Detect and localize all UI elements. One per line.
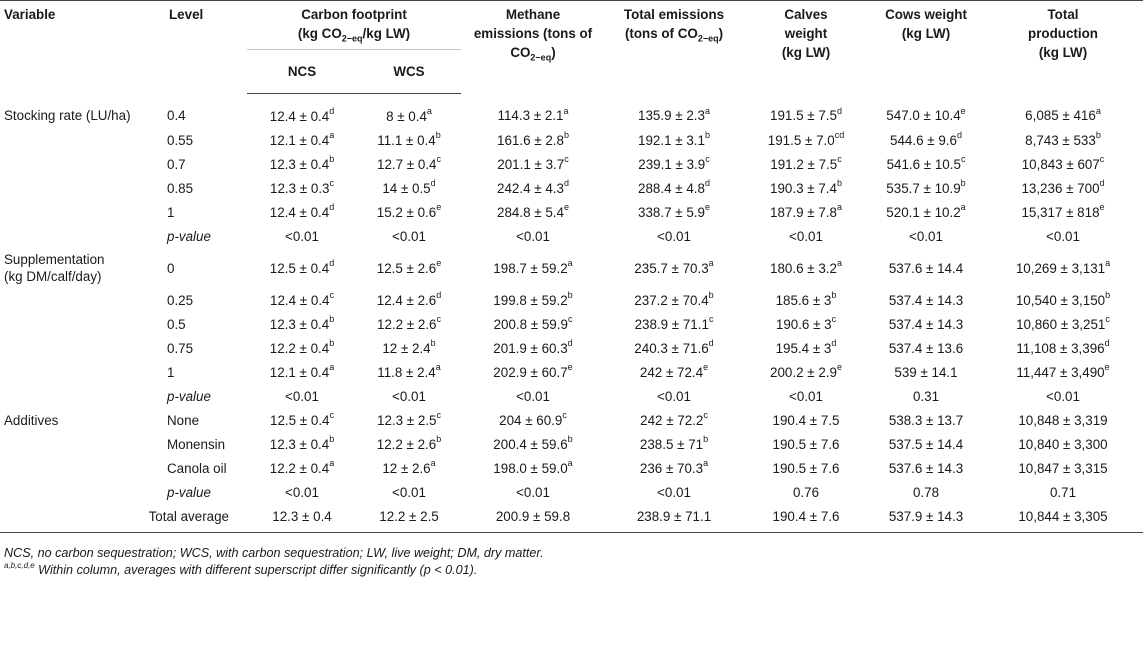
header-carbon-footprint: Carbon footprint (kg $CO_{2-eq}/kg$ LW) xyxy=(247,1,461,50)
table-notes xyxy=(0,533,1143,579)
cell-variable xyxy=(0,312,165,336)
cell-cows: 544.6 ± 9.6$^d$ xyxy=(890,130,962,148)
cell-prod: 10,269 ± 3,131$^a$ xyxy=(1015,258,1111,276)
cell-cows: 541.6 ± 10.5$^c$ xyxy=(886,154,966,172)
cell-average-cows: 537.9 ± 14.3 xyxy=(869,504,983,533)
cell-total: 242 ± 72.2$^c$ xyxy=(640,410,708,428)
cell-prod: $13,236 \pm 700^d$ xyxy=(1021,178,1105,196)
cell-calves: <0.01 xyxy=(789,388,823,404)
header-cows-weight: Cows weight (kg LW) xyxy=(869,1,983,94)
cell-average-methane: 200.9 ± 59.8 xyxy=(461,504,605,533)
cell-total: 192.1 ± 3.1$^b$ xyxy=(638,130,710,148)
cell-total: <0.01 xyxy=(657,388,691,404)
cell-cows: 0.31 xyxy=(912,388,940,404)
cell-calves: 190.5 ± 7.6 xyxy=(772,436,840,452)
cell-wcs: 12.7 ± 0.4$^c$ xyxy=(377,154,441,172)
cell-cows: 535.7 ± 10.9$^b$ xyxy=(886,178,966,196)
cell-calves: 0.76 xyxy=(792,484,820,500)
cell-cows: <0.01 xyxy=(909,228,943,244)
cell-cows: 0.78 xyxy=(912,484,940,500)
cell-total: 135.9 ± 2.3$^a$ xyxy=(638,105,710,124)
cell-level: None xyxy=(167,412,200,428)
cell-prod: $15,317 \pm 818^e$ xyxy=(1021,202,1105,220)
cell-ncs: 12.4 ± 0.4$^d$ xyxy=(269,106,335,124)
cell-calves: 191.2 ± 7.5$^c$ xyxy=(770,154,842,172)
cell-level: 0.75 xyxy=(167,340,194,356)
cell-average-label: Total average xyxy=(0,504,247,533)
cell-calves: 191.5 ± 7.5$^d$ xyxy=(770,105,842,124)
cell-ncs: <0.01 xyxy=(285,228,319,244)
cell-prod: 10,840 ± 3,300 xyxy=(1018,436,1108,452)
cell-variable xyxy=(0,224,165,248)
cell-variable xyxy=(0,152,165,176)
cell-wcs: 12 ± 2.4$^b$ xyxy=(382,338,436,356)
cell-variable: Stocking rate (LU/ha) xyxy=(4,108,131,124)
cell-ncs: 12.5 ± 0.4$^d$ xyxy=(269,258,335,276)
cell-cows: 520.1 ± 10.2$^a$ xyxy=(886,202,966,220)
cell-methane: 200.8 ± 59.9$^c$ xyxy=(493,314,573,332)
table-row xyxy=(0,408,1143,432)
cell-total: 338.7 ± 5.9$^e$ xyxy=(638,202,710,220)
cell-calves: 180.6 ± 3.2$^a$ xyxy=(770,258,842,276)
cell-ncs: 12.5 ± 0.4$^c$ xyxy=(270,410,334,428)
cell-total: 240.3 ± 71.6$^d$ xyxy=(634,338,714,356)
table-row xyxy=(0,128,1143,152)
header-total-production: Total production (kg LW) xyxy=(983,1,1143,94)
cell-total: <0.01 xyxy=(657,228,691,244)
cell-variable xyxy=(0,360,165,384)
table-row xyxy=(0,224,1143,248)
table-row xyxy=(0,288,1143,312)
cell-level: 0 xyxy=(167,260,175,276)
cell-level: 0.5 xyxy=(167,316,186,332)
cell-wcs: 12.2 ± 2.6$^c$ xyxy=(377,314,441,332)
cell-wcs: <0.01 xyxy=(392,484,426,500)
header-total-emissions: Total emissions (tons of $CO_{2-eq}$) xyxy=(605,1,743,94)
cell-cows: 538.3 ± 13.7 xyxy=(888,412,964,428)
cell-variable xyxy=(0,200,165,224)
total-average-row xyxy=(0,504,1143,533)
cell-prod: $6,085 \pm 416^a$ xyxy=(1025,105,1101,124)
table-row xyxy=(0,456,1143,480)
cell-prod: 10,847 ± 3,315 xyxy=(1018,460,1108,476)
cell-wcs: 12.3 ± 2.5$^c$ xyxy=(377,410,441,428)
cell-prod: <0.01 xyxy=(1046,388,1080,404)
table-row xyxy=(0,152,1143,176)
cell-calves: $195.4 \pm 3^d$ xyxy=(775,338,837,356)
cell-average-ncs: 12.3 ± 0.4 xyxy=(247,504,357,533)
cell-wcs: 15.2 ± 0.6$^e$ xyxy=(376,202,442,220)
cell-prod: 11,447 ± 3,490$^e$ xyxy=(1016,362,1110,380)
cell-average-calves: 190.4 ± 7.6 xyxy=(743,504,869,533)
cell-calves: <0.01 xyxy=(789,228,823,244)
table-row xyxy=(0,248,1143,288)
cell-level: 0.85 xyxy=(167,180,194,196)
header-level: Level xyxy=(165,1,247,94)
header-ncs: NCS xyxy=(247,50,357,94)
cell-cows: 539 ± 14.1 xyxy=(894,364,958,380)
cell-wcs: 12.5 ± 2.6$^e$ xyxy=(376,258,442,276)
cell-level: p-value xyxy=(167,484,211,500)
cell-prod: $10,843 \pm 607^c$ xyxy=(1021,154,1105,172)
cell-calves: 187.9 ± 7.8$^a$ xyxy=(770,202,842,220)
cell-variable xyxy=(0,288,165,312)
cell-average-prod: 10,844 ± 3,305 xyxy=(983,504,1143,533)
cell-cows: 537.6 ± 14.4 xyxy=(888,260,964,276)
cell-methane: 198.7 ± 59.2$^a$ xyxy=(493,258,573,276)
cell-ncs: 12.3 ± 0.4$^b$ xyxy=(269,434,335,452)
header-methane: Methane emissions (tons of $CO_{2-eq}$) xyxy=(461,1,605,94)
cell-variable xyxy=(0,336,165,360)
cell-total: 239.1 ± 3.9$^c$ xyxy=(638,154,710,172)
cell-variable: Supplementation (kg DM/calf/day) xyxy=(4,252,105,284)
cell-wcs: 14 ± 0.5$^d$ xyxy=(382,178,436,196)
cell-total: 237.2 ± 70.4$^b$ xyxy=(634,290,714,308)
cell-ncs: 12.4 ± 0.4$^d$ xyxy=(269,202,335,220)
cell-variable xyxy=(0,480,165,504)
cell-methane: <0.01 xyxy=(516,388,550,404)
cell-variable xyxy=(0,384,165,408)
cell-ncs: 12.2 ± 0.4$^b$ xyxy=(269,338,335,356)
cell-level: Canola oil xyxy=(167,460,227,476)
significance-note: $^{a,b,c,d,e}$ Within column, averages with different superscript differ significantly (p < 0.01). xyxy=(4,560,478,577)
cell-prod: 10,848 ± 3,319 xyxy=(1018,412,1108,428)
cell-level: 1 xyxy=(167,204,175,220)
cell-ncs: 12.1 ± 0.4$^a$ xyxy=(269,362,335,380)
cell-level: 0.55 xyxy=(167,132,194,148)
cell-methane: 201.9 ± 60.3$^d$ xyxy=(493,338,573,356)
cell-calves: $185.6 \pm 3^b$ xyxy=(775,290,837,308)
cell-prod: 10,860 ± 3,251$^c$ xyxy=(1016,314,1110,332)
cell-average-total: 238.9 ± 71.1 xyxy=(605,504,743,533)
cell-wcs: 8 ± 0.4$^a$ xyxy=(386,106,432,124)
table-body xyxy=(0,94,1143,533)
cell-methane: 201.1 ± 3.7$^c$ xyxy=(497,154,569,172)
cell-level: p-value xyxy=(167,388,211,404)
cell-methane: 198.0 ± 59.0$^a$ xyxy=(493,458,573,476)
table-row xyxy=(0,336,1143,360)
cell-wcs: 12.2 ± 2.6$^b$ xyxy=(376,434,442,452)
abbreviation-note: NCS, no carbon sequestration; WCS, with carbon sequestration; LW, live weight; DM, dry matter. xyxy=(4,546,544,560)
cell-ncs: <0.01 xyxy=(285,484,319,500)
cell-total: 235.7 ± 70.3$^a$ xyxy=(634,258,714,276)
cell-total: $238.5 \pm 71^b$ xyxy=(639,434,709,452)
cell-methane: 242.4 ± 4.3$^d$ xyxy=(497,178,569,196)
table-row xyxy=(0,384,1143,408)
header-variable: Variable xyxy=(0,1,165,94)
cell-calves: 190.5 ± 7.6 xyxy=(772,460,840,476)
cell-prod: 0.71 xyxy=(1049,484,1077,500)
cell-total: 238.9 ± 71.1$^c$ xyxy=(634,314,714,332)
cell-methane: <0.01 xyxy=(516,228,550,244)
table-row xyxy=(0,480,1143,504)
cell-calves: 200.2 ± 2.9$^e$ xyxy=(770,362,842,380)
cell-cows: 537.6 ± 14.3 xyxy=(888,460,964,476)
cell-methane: 202.9 ± 60.7$^e$ xyxy=(493,362,573,380)
cell-level: 1 xyxy=(167,364,175,380)
cell-cows: 537.4 ± 14.3 xyxy=(888,292,964,308)
cell-total: <0.01 xyxy=(657,484,691,500)
cell-methane: 161.6 ± 2.8$^b$ xyxy=(497,130,569,148)
cell-wcs: 11.8 ± 2.4$^a$ xyxy=(377,362,441,380)
cell-wcs: 12 ± 2.6$^a$ xyxy=(382,458,436,476)
cell-variable xyxy=(0,176,165,200)
table-row xyxy=(0,176,1143,200)
table-row xyxy=(0,360,1143,384)
cell-ncs: 12.3 ± 0.4$^b$ xyxy=(269,154,335,172)
cell-ncs: 12.3 ± 0.3$^c$ xyxy=(270,178,334,196)
cell-variable xyxy=(0,128,165,152)
cell-average-wcs: 12.2 ± 2.5 xyxy=(357,504,461,533)
cell-calves: $190.6 \pm 3^c$ xyxy=(775,314,837,332)
cell-total: 236 ± 70.3$^a$ xyxy=(639,458,709,476)
cell-cows: 537.5 ± 14.4 xyxy=(888,436,964,452)
header-wcs: WCS xyxy=(357,50,461,94)
cell-calves: 191.5 ± 7.0$^{cd}$ xyxy=(767,130,845,148)
cell-cows: 537.4 ± 14.3 xyxy=(888,316,964,332)
cell-prod: $8,743 \pm 533^b$ xyxy=(1025,130,1101,148)
cell-ncs: 12.3 ± 0.4$^b$ xyxy=(269,314,335,332)
table-row xyxy=(0,312,1143,336)
cell-variable xyxy=(0,456,165,480)
cell-wcs: 11.1 ± 0.4$^b$ xyxy=(377,130,441,148)
cell-level: Monensin xyxy=(167,436,226,452)
cell-wcs: 12.4 ± 2.6$^d$ xyxy=(376,290,442,308)
cell-methane: <0.01 xyxy=(516,484,550,500)
cell-methane: 200.4 ± 59.6$^b$ xyxy=(493,434,573,452)
cell-prod: 11,108 ± 3,396$^d$ xyxy=(1016,338,1110,356)
cell-level: 0.25 xyxy=(167,292,194,308)
cell-variable: Additives xyxy=(4,412,59,428)
cell-ncs: 12.4 ± 0.4$^c$ xyxy=(270,290,334,308)
cell-methane: 199.8 ± 59.2$^b$ xyxy=(493,290,573,308)
cell-prod: 10,540 ± 3,150$^b$ xyxy=(1015,290,1111,308)
cell-total: 288.4 ± 4.8$^d$ xyxy=(638,178,710,196)
cell-methane: 204 ± 60.9$^c$ xyxy=(499,410,567,428)
cell-calves: 190.3 ± 7.4$^b$ xyxy=(770,178,842,196)
cell-ncs: 12.1 ± 0.4$^a$ xyxy=(269,130,335,148)
cell-variable xyxy=(0,432,165,456)
cell-cows: 547.0 ± 10.4$^e$ xyxy=(886,105,966,124)
cell-level: p-value xyxy=(167,228,211,244)
table-row xyxy=(0,94,1143,129)
header-calves-weight: Calves weight (kg LW) xyxy=(743,1,869,94)
table-row xyxy=(0,200,1143,224)
cell-total: 242 ± 72.4$^e$ xyxy=(639,362,709,380)
cell-level: 0.4 xyxy=(167,108,186,124)
cell-ncs: 12.2 ± 0.4$^a$ xyxy=(269,458,335,476)
cell-methane: 114.3 ± 2.1$^a$ xyxy=(497,105,569,124)
cell-wcs: <0.01 xyxy=(392,228,426,244)
cell-wcs: <0.01 xyxy=(392,388,426,404)
cell-calves: 190.4 ± 7.5 xyxy=(772,412,840,428)
cell-ncs: <0.01 xyxy=(285,388,319,404)
cell-methane: 284.8 ± 5.4$^e$ xyxy=(497,202,569,220)
cell-cows: 537.4 ± 13.6 xyxy=(888,340,964,356)
table-row xyxy=(0,432,1143,456)
cell-level: 0.7 xyxy=(167,156,186,172)
cell-prod: <0.01 xyxy=(1046,228,1080,244)
